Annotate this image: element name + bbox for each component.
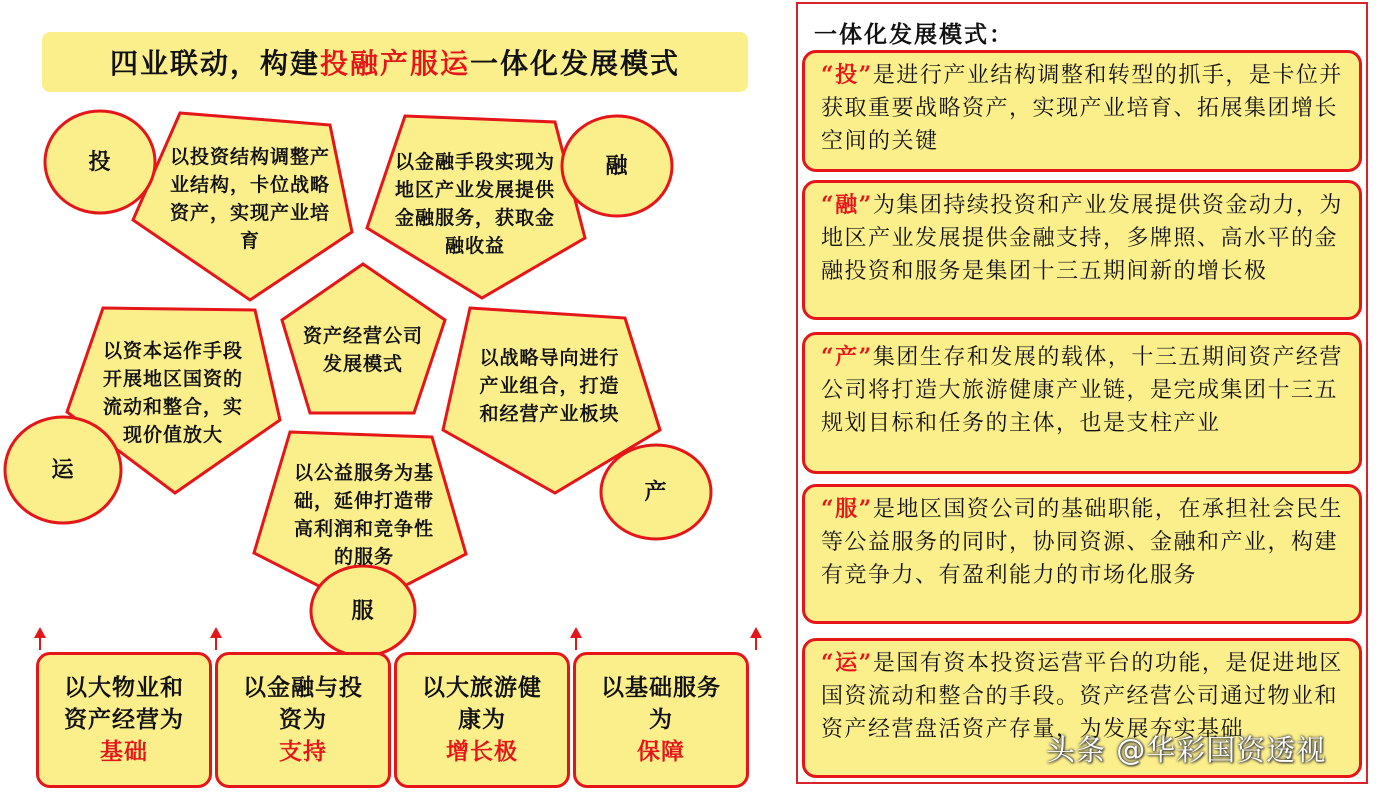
circle-tou-label: 投 bbox=[88, 149, 112, 175]
bottom-box-emphasis: 基础 bbox=[100, 738, 148, 765]
right-panel-title: 一体化发展模式： bbox=[814, 21, 1014, 48]
pentagon-chan-text: 以战略导向进行产业组合，打造和经营产业板块 bbox=[479, 347, 620, 425]
desc-box-rong bbox=[802, 180, 1362, 320]
arrow-1-head bbox=[34, 627, 46, 638]
desc-key: “产” bbox=[821, 344, 873, 370]
bottom-box-line2: 为 bbox=[649, 706, 673, 733]
desc-key: “投” bbox=[821, 62, 873, 88]
bottom-box-line2: 资产经营为 bbox=[64, 706, 184, 733]
desc-text: 集团生存和发展的载体，十三五期间资产经营公司将打造大旅游健康产业链，是完成集团十三五规划目标和任务的主体，也是支柱产业 bbox=[821, 345, 1343, 436]
pentagon-center-text: 资产经营公司发展模式 bbox=[302, 325, 423, 375]
bottom-box-line2: 资为 bbox=[279, 706, 327, 733]
title-suffix: 一体化发展模式 bbox=[470, 47, 681, 80]
desc-box-fu bbox=[802, 484, 1362, 624]
bottom-box-emphasis: 增长极 bbox=[446, 738, 518, 765]
arrow-2-head bbox=[210, 627, 222, 638]
pentagon-rong-text: 以金融手段实现为地区产业发展提供金融服务，获取金融收益 bbox=[395, 151, 556, 257]
desc-key: “融” bbox=[821, 192, 873, 218]
desc-text: 是进行产业结构调整和转型的抓手，是卡位并获取重要战略资产，实现产业培育、拓展集团增长空间的关键 bbox=[821, 63, 1343, 154]
bottom-box-foundation bbox=[36, 652, 212, 788]
title-prefix: 四业联动，构建 bbox=[109, 47, 320, 80]
pentagon-fu-text: 以公益服务为基础，延伸打造带高利润和竞争性的服务 bbox=[293, 462, 434, 568]
desc-key: “服” bbox=[821, 496, 873, 522]
bottom-box-line1: 以金融与投 bbox=[243, 674, 363, 701]
bottom-box-emphasis: 保障 bbox=[637, 738, 685, 765]
title-highlight: 投融产服运 bbox=[319, 47, 470, 80]
desc-key: “运” bbox=[821, 650, 873, 676]
desc-box-chan bbox=[802, 332, 1362, 474]
desc-text: 是国有资本投资运营平台的功能，是促进地区国资流动和整合的手段。资产经营公司通过物业和资产经营盘活资产存量，为发展夯实基础 bbox=[821, 651, 1343, 742]
bottom-box-line2: 康为 bbox=[458, 706, 506, 733]
pentagon-tou-text: 以投资结构调整产业结构，卡位战略资产，实现产业培育 bbox=[170, 146, 331, 252]
bottom-box-emphasis: 支持 bbox=[279, 738, 327, 765]
desc-box-tou bbox=[802, 50, 1362, 172]
bottom-box-growth bbox=[394, 652, 570, 788]
circle-yun-label: 运 bbox=[51, 457, 75, 483]
bottom-box-line1: 以大物业和 bbox=[64, 674, 184, 701]
desc-text: 为集团持续投资和产业发展提供资金动力，为地区产业发展提供金融支持，多牌照、高水平的金融投资和服务是集团十三五期间新的增长极 bbox=[821, 193, 1343, 284]
bottom-box-guarantee bbox=[573, 652, 749, 788]
circle-rong-label: 融 bbox=[605, 153, 629, 179]
bottom-box-support bbox=[215, 652, 391, 788]
right-panel bbox=[796, 2, 1368, 784]
desc-text: 是地区国资公司的基础职能，在承担社会民生等公益服务的同时，协同资源、金融和产业，构建有竞争力、有盈利能力的市场化服务 bbox=[821, 497, 1343, 588]
arrow-4-head bbox=[750, 627, 762, 638]
arrow-3-head bbox=[570, 627, 582, 638]
circle-chan-label: 产 bbox=[644, 479, 668, 505]
circle-fu-label: 服 bbox=[351, 598, 375, 624]
pentagon-yun-text: 以资本运作手段开展地区国资的流动和整合，实现价值放大 bbox=[102, 340, 243, 446]
watermark: 头条 @华彩国资透视 bbox=[1046, 733, 1327, 767]
bottom-box-line1: 以基础服务 bbox=[601, 674, 721, 701]
bottom-box-line1: 以大旅游健 bbox=[422, 674, 542, 701]
